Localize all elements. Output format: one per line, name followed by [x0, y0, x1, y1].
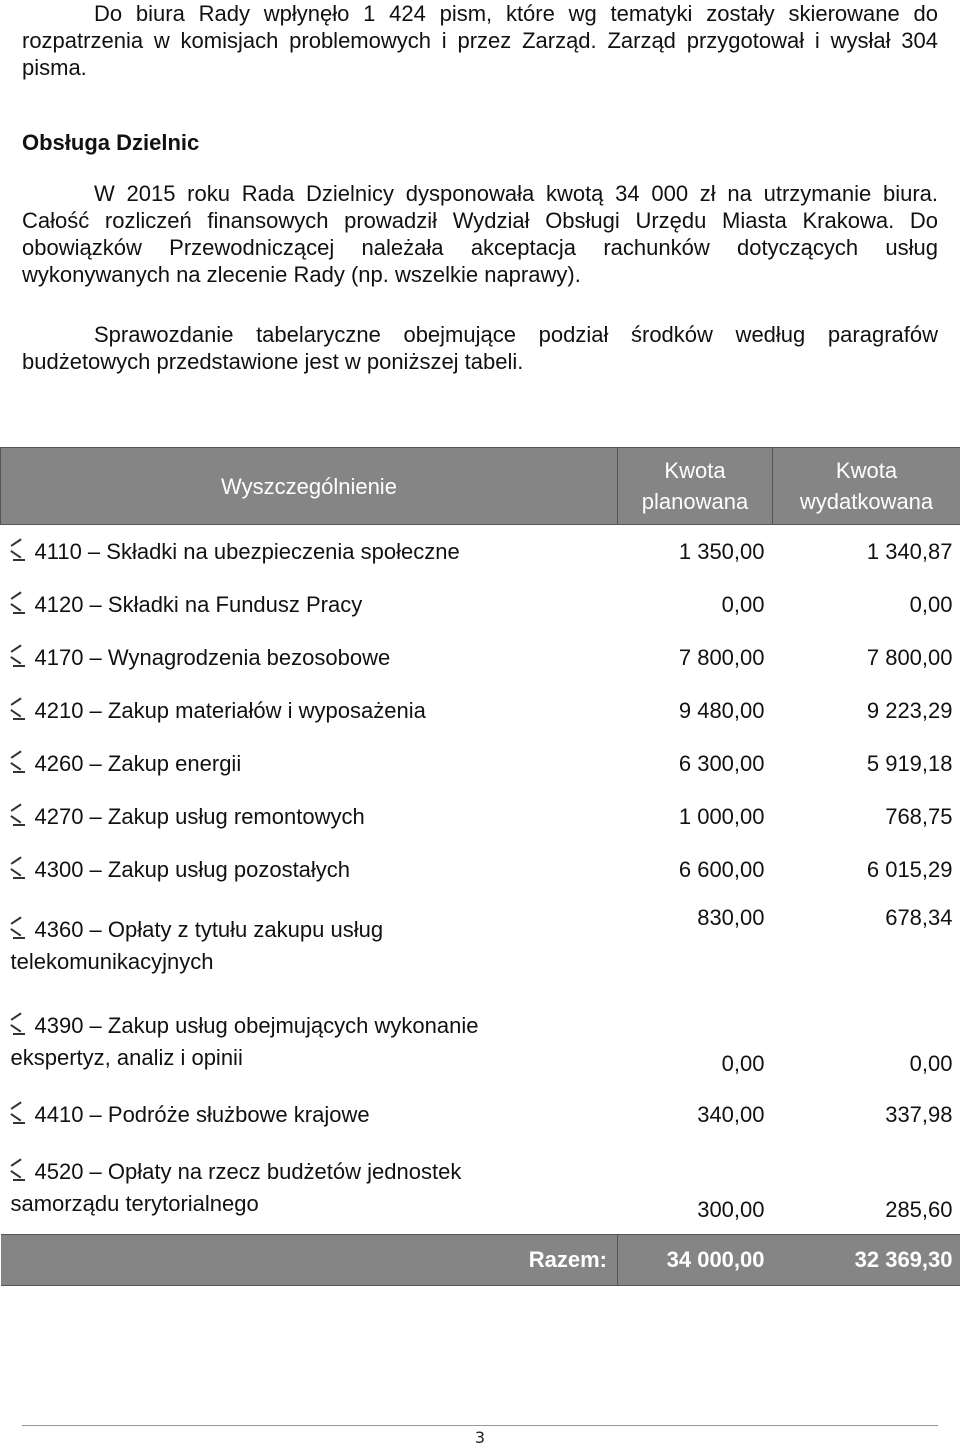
row-description [1, 1088, 618, 1141]
row-spent-amount: 0,00 [909, 1051, 953, 1076]
header-description: Wyszczególnienie [1, 448, 618, 525]
total-planned: 34 000,00 [618, 1235, 773, 1286]
row-planned-amount: 340,00 [697, 1101, 765, 1127]
section-paragraph-table-intro: Sprawozdanie tabelaryczne obejmujące podział środków według paragrafów budżetowych przedstawione jest w poniższej tabeli. [22, 322, 938, 374]
footer-rule [22, 1425, 938, 1426]
row-planned-amount: 1 000,00 [678, 803, 765, 829]
row-description [1, 737, 618, 790]
row-spent-amount: 768,75 [885, 803, 953, 829]
table-row [1, 1088, 960, 1141]
row-planned-amount: 6 300,00 [678, 750, 765, 776]
row-description-text: 4210 – Zakup materiałów i wyposażenia [34, 697, 426, 723]
row-description [1, 1141, 618, 1235]
table-row [1, 737, 960, 790]
header-planned-line2: planowana [641, 489, 749, 514]
row-description [1, 995, 618, 1088]
header-spent-line1: Kwota [835, 458, 898, 483]
list-marker-icon [11, 594, 25, 614]
header-planned [618, 448, 773, 525]
table-row [1, 578, 960, 631]
table-row [1, 684, 960, 737]
row-description-text: 4410 – Podróże służbowe krajowe [34, 1101, 370, 1127]
list-marker-icon [11, 541, 25, 561]
row-planned-amount: 0,00 [721, 591, 765, 617]
row-spent-amount: 678,34 [885, 905, 953, 930]
header-spent [773, 448, 960, 525]
row-spent-amount: 6 015,29 [866, 856, 953, 882]
table-row [1, 631, 960, 684]
row-spent-amount: 5 919,18 [866, 750, 953, 776]
table-row [1, 525, 960, 579]
row-description [1, 684, 618, 737]
row-planned-amount: 830,00 [697, 905, 765, 930]
list-marker-icon [11, 1161, 25, 1181]
row-spent-amount: 285,60 [885, 1197, 953, 1222]
table-row [1, 790, 960, 843]
row-planned-amount: 6 600,00 [678, 856, 765, 882]
table-row [1, 995, 960, 1088]
row-description [1, 896, 618, 995]
row-planned-amount: 0,00 [721, 1051, 765, 1076]
header-planned-line1: Kwota [664, 458, 726, 483]
row-description [1, 843, 618, 896]
intro-paragraph: Do biura Rady wpłynęło 1 424 pism, które wg tematyki zostały skierowane do rozpatrzenia w komisjach problemowych i przez Zarząd. Zarząd przygotował i wysłał 304 pisma. [22, 1, 938, 80]
list-marker-icon [11, 919, 25, 939]
row-description-text: 4110 – Składki na ubezpieczenia społeczne [34, 538, 460, 564]
row-spent-amount: 337,98 [885, 1101, 953, 1127]
section-paragraph-budget: W 2015 roku Rada Dzielnicy dysponowała kwotą 34 000 zł na utrzymanie biura. Całość rozliczeń finansowych prowadził Wydział Obsługi Urzędu Miasta Krakowa. Do obowiązków Przewodniczącej należała akceptacja rachunków dotyczących usług wykonywanych na zlecenie Rady (np. wszelkie naprawy). [22, 181, 938, 287]
total-row [1, 1235, 960, 1286]
row-description [1, 631, 618, 684]
row-description-text: 4390 – Zakup usług obejmujących wykonanie [34, 1012, 479, 1038]
row-description [1, 790, 618, 843]
row-spent-amount: 1 340,87 [866, 538, 953, 564]
budget-table [0, 447, 960, 1286]
row-description-continuation: telekomunikacyjnych [10, 948, 214, 974]
table-header-row [1, 448, 960, 525]
section-heading: Obsługa Dzielnic [22, 130, 200, 155]
row-description-text: 4260 – Zakup energii [34, 750, 242, 776]
row-planned-amount: 7 800,00 [678, 644, 765, 670]
list-marker-icon [11, 806, 25, 826]
page-number: 3 [474, 1428, 486, 1447]
list-marker-icon [11, 647, 25, 667]
table-row [1, 896, 960, 995]
list-marker-icon [11, 753, 25, 773]
row-description-continuation: samorządu terytorialnego [10, 1190, 259, 1216]
header-spent-line2: wydatkowana [799, 489, 934, 514]
row-spent-amount: 0,00 [909, 591, 953, 617]
row-spent-amount: 7 800,00 [866, 644, 953, 670]
row-description-text: 4520 – Opłaty na rzecz budżetów jednostek [34, 1158, 462, 1184]
row-planned-amount: 9 480,00 [678, 697, 765, 723]
row-description-text: 4170 – Wynagrodzenia bezosobowe [34, 644, 391, 670]
row-description [1, 578, 618, 631]
list-marker-icon [11, 859, 25, 879]
row-planned-amount: 300,00 [697, 1197, 765, 1222]
row-description-text: 4300 – Zakup usług pozostałych [34, 856, 351, 882]
list-marker-icon [11, 1104, 25, 1124]
row-description-text: 4120 – Składki na Fundusz Pracy [34, 591, 363, 617]
list-marker-icon [11, 700, 25, 720]
table-row [1, 843, 960, 896]
table-row [1, 1141, 960, 1235]
row-description-continuation: ekspertyz, analiz i opinii [10, 1044, 243, 1070]
total-spent: 32 369,30 [773, 1235, 960, 1286]
row-spent-amount: 9 223,29 [866, 697, 953, 723]
row-description [1, 525, 618, 579]
total-label: Razem: [1, 1235, 618, 1286]
row-description-text: 4360 – Opłaty z tytułu zakupu usług [34, 916, 384, 942]
row-planned-amount: 1 350,00 [678, 538, 765, 564]
row-description-text: 4270 – Zakup usług remontowych [34, 803, 365, 829]
list-marker-icon [11, 1015, 25, 1035]
